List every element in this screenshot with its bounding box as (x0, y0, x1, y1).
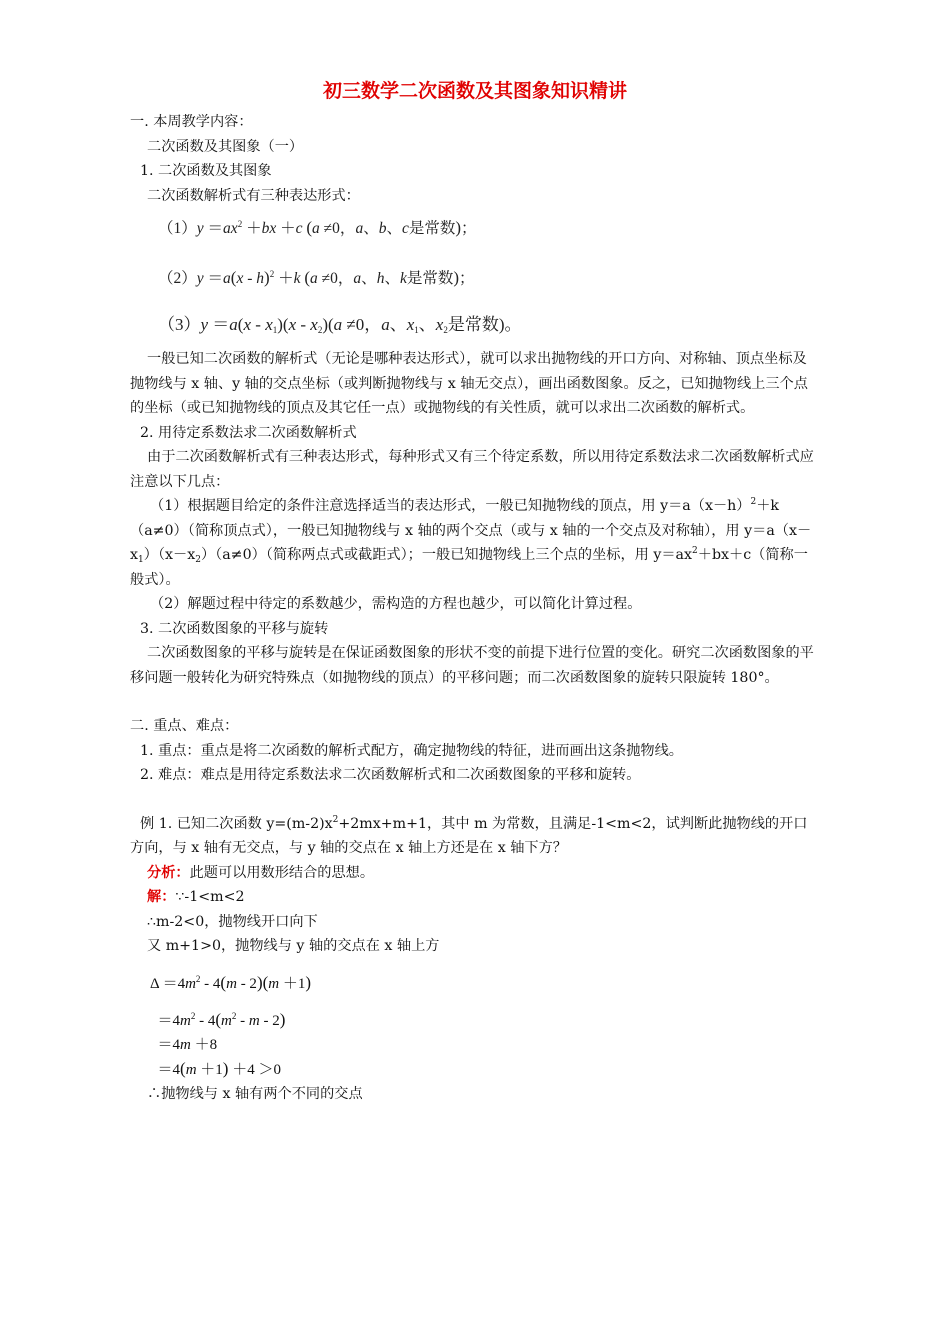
paragraph-method: 由于二次函数解析式有三种表达形式，每种形式又有三个待定系数，所以用待定系数法求二次函数解析式应注意以下几点： (130, 449, 814, 490)
solution-step-2: 又 m+1>0，抛物线与 y 轴的交点在 x 轴上方 (147, 938, 440, 954)
formula-1-cond: 是常数 (408, 220, 456, 237)
formula-general: $(1)y =ax^2 +bx +c$ (a ≠0，a、b、c是常数)； (158, 218, 477, 237)
solution-label: 解： (147, 889, 176, 905)
solution-step-1: ∴m-2<0，抛物线开口向下 (147, 913, 318, 930)
formula-2-label: （2） (158, 270, 197, 287)
solution-conclusion: ∴抛物线与 x 轴有两个不同的交点 (147, 1085, 363, 1102)
paragraph-translation: 二次函数图象的平移与旋转是在保证函数图象的形状不变的前提下进行位置的变化。研究二次函数图象的平移问题一般转化为研究特殊点（如抛物线的顶点）的平移问题；而二次函数图象的旋转只限旋转 180°。 (130, 645, 814, 686)
formula-vertex: （2）y ＝a(x - h)$^2$ ＋k (a ≠0，a、h、k是常数)； (158, 268, 475, 287)
example-1: 例 1. 已知二次函数 $y=(m-2)x^2+2mx+m+1$，其中 m 为常数，且满足-1<m<2，试判断此抛物线的开口方向，与 x 轴有无交点，与 y 轴的交点在 x 轴上方还是在 x 轴下方？ (130, 814, 808, 856)
analysis-label: 分析： (147, 864, 190, 881)
section-1-heading: 一. 本周教学内容： (130, 114, 253, 130)
paragraph-point-1: （1）根据题目给定的条件注意选择适当的表达形式，一般已知抛物线的顶点，用 $y=a(x-h)^2+k(a\ne 0)$（简称顶点式），一般已知抛物线与 x 轴的两个交点（或与 x 轴的一个交点及对称轴），用 $y=a(x-x_1)(x-x_2)(a\ne 0)$（简称两点式或截距式）；一般已知抛物线上三个点的坐标，用 $y=ax^2+bx+c$（简称一般式）。 (130, 497, 812, 588)
section-2-heading: 二. 重点、难点： (130, 718, 239, 734)
document-title: 初三数学二次函数及其图象知识精讲 (322, 80, 627, 102)
topic-1-intro: 二次函数解析式有三种表达形式： (147, 187, 360, 204)
section-1-subtitle: 二次函数及其图象（一） (147, 138, 304, 155)
discriminant-line-1: $\Delta =4m^2 - 4(m - 2)(m +1)$ (150, 972, 312, 992)
formula-3-label: （3） (158, 315, 201, 334)
topic-1-heading: 1. 二次函数及其图象 (140, 163, 272, 179)
solution-line: 解：∵-1<m<2 (147, 889, 245, 905)
key-point: 1. 重点：重点是将二次函数的解析式配方，确定抛物线的特征，进而画出这条抛物线。 (140, 742, 683, 759)
discriminant-line-3: ＝4m ＋8 (150, 1036, 218, 1053)
topic-2-heading: 2. 用待定系数法求二次函数解析式 (140, 424, 357, 441)
formula-3-cond: 是常数 (447, 315, 499, 334)
paragraph-point-2: （2）解题过程中待定的系数越少，需构造的方程也越少，可以简化计算过程。 (150, 596, 642, 612)
discriminant-line-2: $=4m^2 - 4(m^2 - m - 2)$ (150, 1009, 286, 1029)
paragraph-analysis: 一般已知二次函数的解析式（无论是哪种表达形式），就可以求出抛物线的开口方向、对称轴、顶点坐标及抛物线与 x 轴、y 轴的交点坐标（或判断抛物线与 x 轴无交点），画出函数图象。反之，已知抛物线上三个点的坐标（或已知抛物线的顶点及其它任一点）或抛物线的有关性质，就可以求出二次函数的解析式。 (130, 351, 808, 416)
formula-intercept: $(3)y =a(x - x_1)(x - x_2)(a \ne 0$，a、$x_1$、$x_2$是常数)。 (158, 315, 522, 335)
formula-2-cond: 是常数 (406, 270, 454, 287)
difficult-point: 2. 难点：难点是用待定系数法求二次函数解析式和二次函数图象的平移和旋转。 (140, 767, 641, 783)
formula-1-label: （1） (158, 220, 197, 237)
analysis-line: 分析：此题可以用数形结合的思想。 (147, 864, 375, 881)
topic-3-heading: 3. 二次函数图象的平移与旋转 (140, 620, 329, 637)
discriminant-line-4: ＝4(m ＋1) ＋4 ＞0 (150, 1058, 281, 1078)
